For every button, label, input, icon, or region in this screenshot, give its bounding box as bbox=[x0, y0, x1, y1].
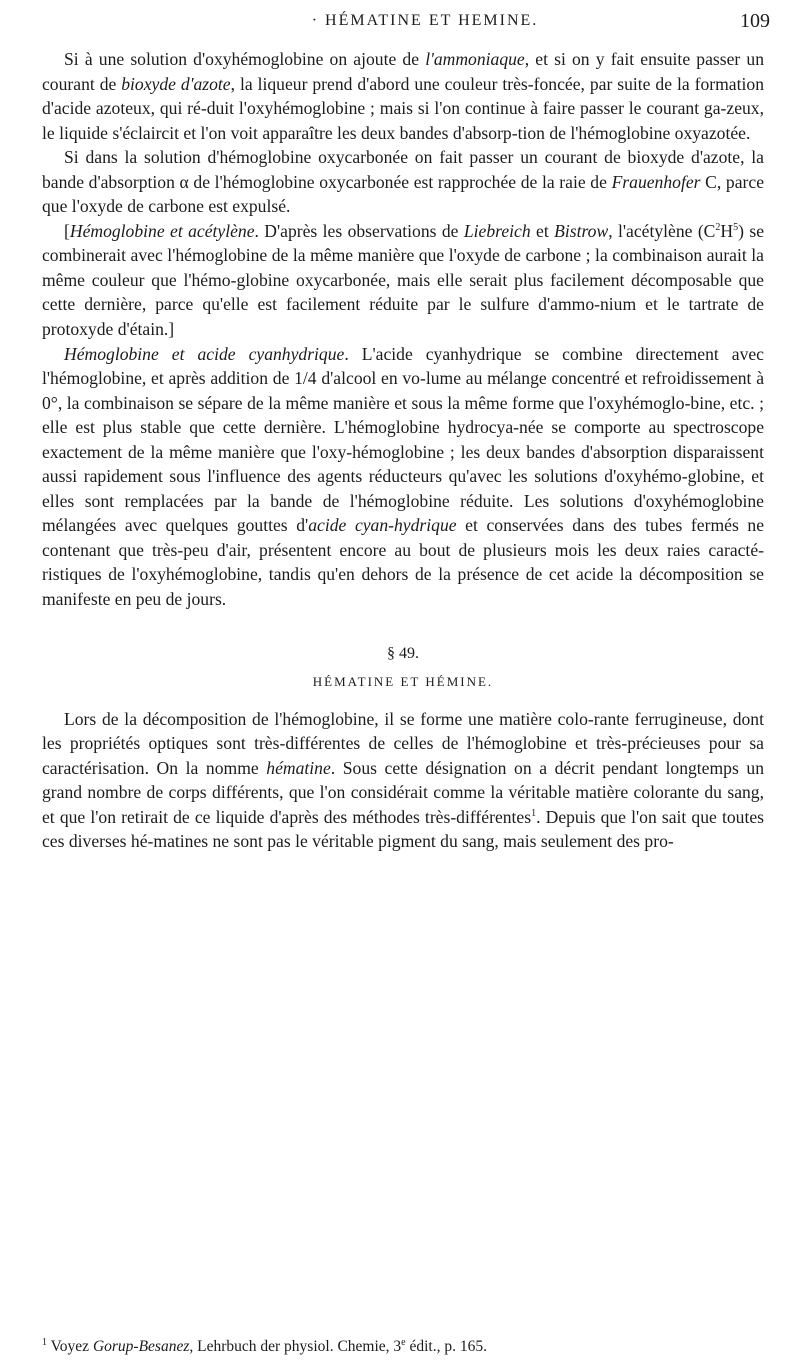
italic-text: Frauenhofer bbox=[611, 171, 701, 192]
italic-text: l'ammoniaque bbox=[425, 49, 525, 69]
text-run: , et si on y fait ensuite passer un courant de bbox=[42, 49, 764, 94]
running-head bbox=[80, 10, 770, 34]
text-run: , la liqueur prend d'abord une couleur très-foncée, par suite de la formation d'acide azoteux, qui ré-duit l'oxyhémoglobine ; mais si l'on continue à faire passer le courant ga-zeux, le liquide s'éclaircit et l'on voit apparaître les deux bandes d'absorp-tion de l'hémoglobine oxyazotée. bbox=[42, 73, 764, 143]
text-run: Si dans la solution d'hémoglobine oxycarbonée on fait passer un courant de bioxyde d'azote, la bande d'absorption α de l'hémoglobine oxycarbonée est rapprochée de la raie de bbox=[42, 147, 764, 192]
italic-text: Bistrow bbox=[554, 220, 609, 241]
running-title: · HÉMATINE ET HEMINE. bbox=[311, 12, 539, 29]
section-number: § 49. bbox=[387, 644, 419, 662]
text-run: . Depuis que l'on sait que toutes ces diverses hé-matines ne sont pas le véritable pigment du sang, mais seulement des pro- bbox=[42, 806, 764, 852]
paragraph bbox=[42, 707, 764, 854]
text-run: Lors de la décomposition de l'hémoglobine, il se forme une matière colo-rante ferrugineuse, dont les propriétés optiques sont très-différentes de celles de l'hémoglobine et très-précieuses pour sa caractérisation. On la nomme bbox=[42, 708, 764, 778]
page-number: 109 bbox=[740, 10, 770, 32]
italic-text: Liebreich bbox=[463, 220, 531, 241]
italic-text: Gorup-Besanez bbox=[92, 1338, 190, 1355]
text-run: ) se combinerait avec l'hémoglobine de la même manière que l'oxyde de carbone ; la combinaison aurait la même couleur que l'hémo-globine oxycarbonée, mais elle serait plus facilement décomposable que cette dernière, parce qu'elle est facilement réduite par le sulfure d'ammo-nium et le tartrate de protoxyde d'étain.] bbox=[42, 220, 765, 340]
text-run: et conservées dans des tubes fermés ne contenant que très-peu d'air, présentent encore au bout de plusieurs mois les deux raies caracté-ristiques de l'oxyhémoglobine, tandis qu'en dehors de la présence de cet acide la décomposition se manifeste en peu de jours. bbox=[42, 515, 764, 610]
text-run: , l'acétylène (C bbox=[608, 220, 716, 241]
superscript: 5 bbox=[733, 221, 739, 233]
text-run: . D'après les observations de bbox=[254, 220, 464, 241]
paragraph bbox=[42, 219, 764, 342]
italic-text: Hémoglobine et acétylène bbox=[69, 220, 255, 241]
footnote-marker: 1 bbox=[42, 1336, 47, 1348]
italic-text: hématine bbox=[266, 757, 331, 778]
text-run: Voyez bbox=[47, 1338, 93, 1355]
footnote-text bbox=[47, 1338, 487, 1355]
text-run: édit., p. 165. bbox=[405, 1338, 487, 1355]
italic-text: bioxyde d'azote bbox=[121, 73, 231, 94]
text-run: , Lehrbuch der physiol. Chemie, 3 bbox=[189, 1338, 402, 1355]
paragraph bbox=[42, 145, 764, 219]
superscript: e bbox=[401, 1336, 406, 1348]
superscript: 1 bbox=[531, 808, 537, 819]
text-run: H bbox=[720, 220, 734, 241]
italic-text: acide cyan-hydrique bbox=[308, 515, 457, 536]
body-text bbox=[42, 47, 764, 854]
text-run: . L'acide cyanhydrique se combine directement avec l'hémoglobine, et après addition de 1/4 d'alcool en vo-lume au mélange concentré et refroidissement à 0°, la combinaison se sépare de la même manière et sous la même forme que l'oxyhémoglo-bine, etc. ; elle est plus stable que cette dernière. L'hémoglobine hydrocya-née se comporte au spectroscope exactement de la même manière que l'oxy-hémoglobine ; les deux bandes d'absorption disparaissent aussi rapidement sous l'influence des agents réducteurs qu'avec les solutions d'oxyhémo-globine, et elles sont remplacées par la bande de l'hémoglobine réduite. Les solutions d'oxyhémoglobine mélangées avec quelques gouttes d' bbox=[42, 343, 764, 536]
text-run: [ bbox=[64, 220, 70, 241]
text-run: . Sous cette désignation on a décrit pendant longtemps un grand nombre de corps différents, que l'on considérait comme la véritable matière colorante du sang, et que l'on retirait de ce liquide d'après des méthodes très-différentes bbox=[42, 757, 764, 827]
section-title: HÉMATINE ET HÉMINE. bbox=[312, 674, 494, 690]
text-run: Si à une solution d'oxyhémoglobine on ajoute de bbox=[64, 49, 426, 69]
italic-text: Hémoglobine et acide cyanhydrique bbox=[64, 343, 345, 364]
superscript: 2 bbox=[715, 221, 721, 233]
text-run: C, parce que l'oxyde de carbone est expulsé. bbox=[42, 171, 765, 217]
footnote bbox=[42, 1338, 764, 1356]
text-run: et bbox=[530, 220, 555, 241]
paragraph bbox=[42, 342, 764, 612]
paragraph bbox=[42, 47, 764, 145]
